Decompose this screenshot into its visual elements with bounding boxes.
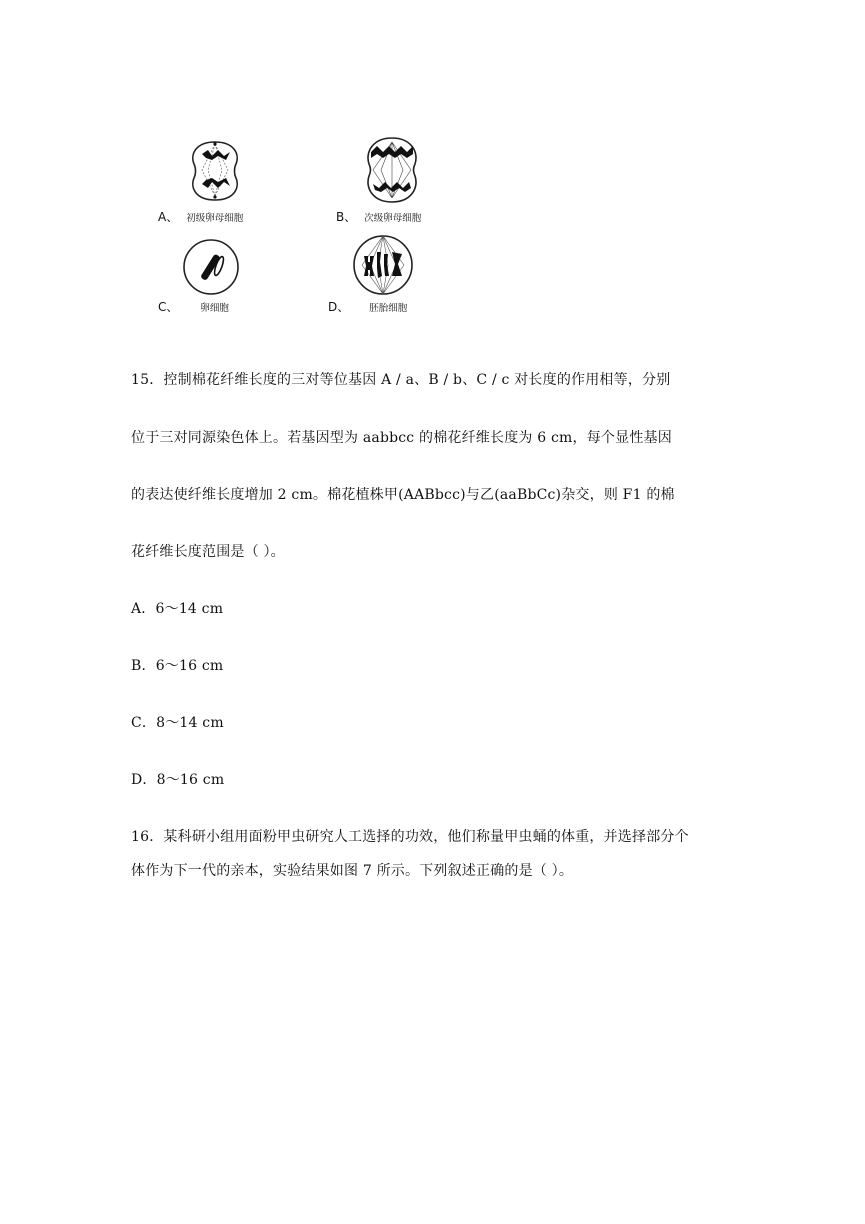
cell-division-figure (150, 128, 422, 318)
q15-option-b: B．6～16 cm (131, 658, 224, 674)
cell-a-letter: A、 (158, 210, 179, 224)
cell-b-letter: B、 (336, 210, 357, 224)
cell-d-name: 胚胎细胞 (369, 303, 408, 314)
cell-c-letter: C、 (158, 300, 179, 314)
cell-a (178, 136, 252, 206)
cell-c (180, 236, 242, 298)
q15-option-c: C．8～14 cm (131, 715, 224, 731)
q15-line-1: 15．控制棉花纤维长度的三对等位基因 A / a、B / b、C / c 对长度的作用相等，分别 (131, 372, 671, 388)
q15-line-4: 花纤维长度范围是（ ）。 (131, 544, 285, 560)
cell-b-diagram (355, 132, 429, 206)
cell-d-label (328, 298, 407, 315)
cell-a-diagram (178, 136, 252, 206)
cell-c-diagram (180, 236, 242, 298)
cell-d-diagram (350, 232, 416, 298)
q15-line-2: 位于三对同源染色体上。若基因型为 aabbcc 的棉花纤维长度为 6 cm，每个显性基因 (131, 430, 672, 446)
q15-option-d: D．8～16 cm (131, 772, 225, 788)
cell-b-label (336, 208, 421, 225)
cell-c-name: 卵细胞 (200, 303, 229, 314)
cell-a-label (158, 208, 243, 225)
cell-b (355, 132, 429, 206)
cell-d (350, 232, 416, 298)
cell-d-letter: D、 (328, 300, 350, 314)
q16-line-2: 体作为下一代的亲本，实验结果如图 7 所示。下列叙述正确的是（ ）。 (131, 863, 574, 879)
cell-c-label (158, 298, 229, 315)
cell-a-name: 初级卵母细胞 (186, 213, 244, 224)
q16-line-1: 16．某科研小组用面粉甲虫研究人工选择的功效，他们称量甲虫蛹的体重，并选择部分个 (131, 829, 689, 845)
q15-option-a: A．6～14 cm (131, 601, 224, 617)
q15-line-3: 的表达使纤维长度增加 2 cm。棉花植株甲(AABbcc)与乙(aaBbCc)杂交，则 F1 的棉 (131, 487, 675, 503)
cell-b-name: 次级卵母细胞 (364, 213, 422, 224)
